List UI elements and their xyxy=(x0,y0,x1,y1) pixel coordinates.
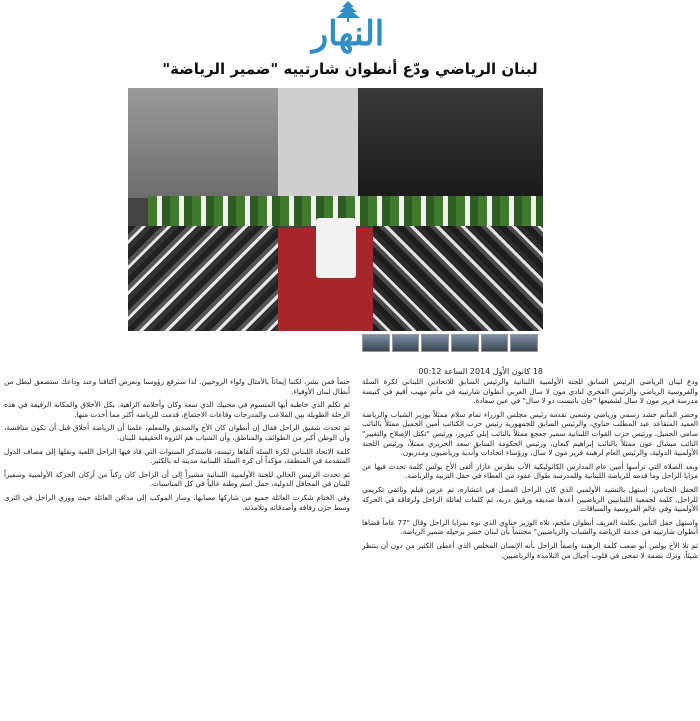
paragraph: ثم تكلم الذي خاطبه أيها المتسوم في محبيك الذي سعة وكان وأحلامه الزاهية. يكل الأخلاق والمكانة الرفيعة في هذه الرحلة الطويلة بين الملاعب والمدرجات وقاعات الاجتماع، قدمت للرياضة أكثر مما أخذت منها. xyxy=(4,400,350,419)
article-photo[interactable] xyxy=(128,88,543,331)
paragraph: ثم تحدث الرئيس الحالي للجنة الأولمبية اللبنانية مشيراً إلى أن الراحل كان ركناً من أركان الحركة الأولمبية وسفيراً للبنان في المحافل الدولية، حمل اسم وطنه عالياً في كل المناسبات. xyxy=(4,469,350,489)
photo-crowd-right xyxy=(373,226,543,331)
gallery-thumbnail[interactable] xyxy=(451,334,479,352)
photo-stage xyxy=(278,88,358,198)
photo-coffin xyxy=(316,218,356,278)
gallery-thumbnail[interactable] xyxy=(362,334,390,352)
photo-crowd-left xyxy=(128,226,278,331)
article-column-right xyxy=(362,377,698,717)
newspaper-logo[interactable]: النهار xyxy=(311,14,385,54)
masthead xyxy=(0,0,700,58)
paragraph: ثم تحدث شقيق الراحل فقال إن أنطوان كان الأخ والصديق والمعلم، علمنا أن الرياضة أخلاق قبل أن تكون منافسة، وأن الوطن أكبر من الطوائف والمناطق، وأن الشباب هم الثروة الحقيقية للبنان. xyxy=(4,423,350,442)
paragraph: وبعد الصلاة التي ترأسها أمين عام المدارس الكاثوليكية الأب بطرس عازار ألقى الأخ بولس كلمة تحدث فيها عن مزايا الراحل وما قدمه للرياضة اللبنانية وللمدرسة طوال عقود من العطاء في حقل التربية والرياضة. xyxy=(362,461,698,481)
paragraph: ثم تلا الأخ بولس أبو صعب كلمة الرهبنة واصفاً الراحل بأنه الإنسان المخلص الذي أعطى الكثير من دون أن ينتظر شيئاً، وترك بصمة لا تمحى في قلوب أجيال من التلامذة والرياضيين. xyxy=(362,540,698,560)
gallery-thumbnail[interactable] xyxy=(481,334,509,352)
paragraph: حتماً فمن بشر، لكننا إيماناً بالأمثال ولواء الروحيين. لذا سنرفع رؤوسنا ونعرض أكتافنا وعند وداعك ستصفق لبطل من أبطال لبنان الأوفياء. xyxy=(4,377,350,396)
paragraph: واستهل حفل التأبين بكلمة العريف أنطوان ملحم، تلاه الوزير حناوي الذي نوه بمزايا الراحل وقال "77 عاماً قضاها أنطوان شارتييه في خدمة الرياضة والشباب والرياضيين" مختتماً بأن لبنان خسر برحيله ضمير الرياضة. xyxy=(362,517,698,537)
photo-projection-screen xyxy=(358,88,543,198)
gallery-thumbnail[interactable] xyxy=(392,334,420,352)
article-dateline: 18 كانون الأول 2014 الساعة 00:12 xyxy=(418,367,543,376)
article-headline: لبنان الرياضي ودّع أنطوان شارتييه "ضمير الرياضة" xyxy=(162,60,538,78)
photo-gallery-thumbnails xyxy=(362,334,538,352)
gallery-thumbnail[interactable] xyxy=(421,334,449,352)
article-column-left xyxy=(4,377,350,717)
gallery-thumbnail[interactable] xyxy=(510,334,538,352)
paragraph: كلمة الاتحاد اللبناني لكرة السلة ألقاها رئيسه، فاستذكر السنوات التي قاد فيها الراحل اللعبة ونقلها إلى مصاف الدول المتقدمة في المنطقة، مؤكداً أن كرة السلة اللبنانية مدينة له بالكثير. xyxy=(4,446,350,466)
paragraph: وحضر المأتم حشد رسمي ورياضي وشعبي تقدمه رئيس مجلس الوزراء تمام سلام ممثلاً بوزير الشباب والرياضة العميد المتقاعد عبد المطلب حناوي، والرئيس السابق للجمهورية رئيس حزب الكتائب أمين الجميل ممثلاً بالنائب سامي الجميل، ورئيس حزب القوات اللبنانية سمير جعجع ممثلاً بالنائب إيلي كيروز، ورئيس "تكتل الإصلاح والتغيير" النائب ميشال عون ممثلاً بالنائب إبراهيم كنعان، ورئيس الحكومة السابق سعد الحريري ممثلاً، ورئيس اللجنة الأولمبية الدولية، والرئيس العام لرهبنة فرير مون لا سال، ورؤساء اتحادات وأندية ورياضيون ومدربون. xyxy=(362,409,698,458)
photo-portrait-banner xyxy=(128,88,278,198)
paragraph: ودع لبنان الرياضي الرئيس السابق للجنة الأولمبية اللبنانية والرئيس السابق للاتحادين اللبناني لكرة السلة والفروسية الرياضي والرئيس الفخري لنادي مون لا سال العربي أنطوان شارتييه في مأتم مهيب أقيم في كنيسة مدرسة فرير مون لا سال لشفيعها "جان باتيست دو لا سال" في عين سعادة. xyxy=(362,377,698,406)
paragraph: الحفل الختامي: استهل بالنشيد الأولمبي الذي كان الراحل الفضل في انتشاره، ثم عرض فيلم وثائقي تكريمي للراحل. كلمة لجمعية اللبنانيين الرياضيين أعدها صديقه ورفيق دربه، ثم كلمات لعائلة الراحل ولرفاقه في الحركة الأولمبية وفي عالم الفروسية والسباقات. xyxy=(362,484,698,514)
paragraph: وفي الختام شكرت العائلة جميع من شاركها مصابها، وسار الموكب إلى مدافن العائلة حيث ووري الراحل في الثرى وسط حزن رفاقه وأصدقائه وتلامذته. xyxy=(4,492,350,512)
